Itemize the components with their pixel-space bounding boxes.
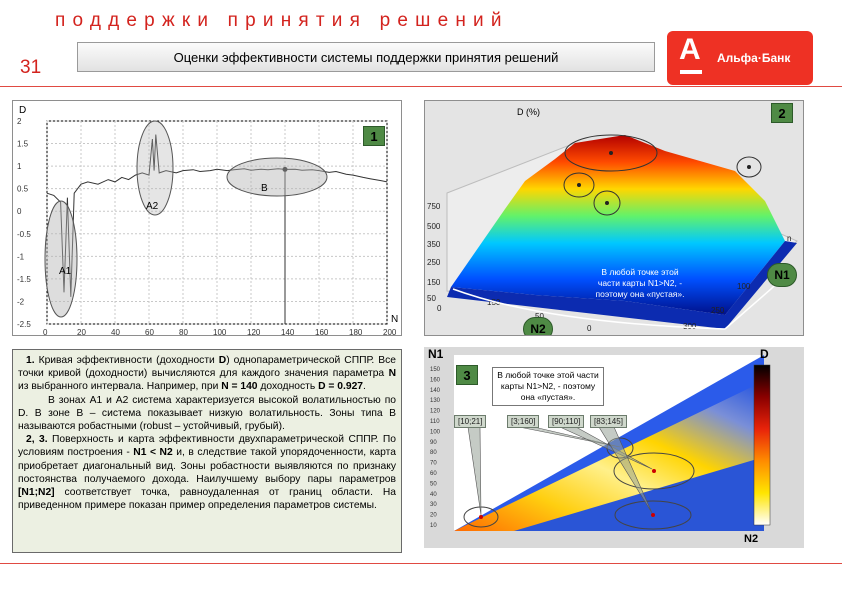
p1-text: . [363, 381, 366, 393]
slide-subtitle [77, 42, 655, 72]
z-tick: 50 [427, 294, 436, 303]
zone-b-ellipse [227, 158, 327, 196]
axis-tick-right: 250 [711, 306, 725, 315]
p1-d-value: D = 0.927 [318, 381, 364, 393]
y-tick-label: 0.5 [17, 184, 29, 194]
slide-subtitle-text: Оценки эффективности системы поддержки принятия решений [173, 49, 559, 65]
footer-divider [0, 563, 842, 564]
x-tick-label: 140 [281, 328, 295, 336]
panel-3-badge: 3 [456, 365, 478, 385]
p1-text: ) однопараметрической СППР. Все точки кривой (доходности) вычисляются для каждого значения параметра [18, 355, 396, 380]
y-tick-label: 1 [17, 162, 22, 172]
x-tick-label: 80 [179, 328, 188, 336]
p3-text: и, в следствие такой упорядоченности, карта приобретает диагональный вид. Зоны робастности выявляются по признаку постоянства получаемого дохода. Наилучшему выбору пары параметров [18, 447, 396, 485]
map-point-c [479, 515, 483, 519]
x-tick-label: 120 [247, 328, 261, 336]
description-panel [12, 349, 402, 553]
panel-2-n2-badge: N2 [523, 317, 553, 336]
x-tick-label: 20 [77, 328, 86, 336]
map-n2-label: N2 [744, 533, 759, 545]
coord-tag: [10;21] [454, 415, 486, 428]
efficiency-map [424, 347, 804, 548]
panel-3-heatmap [424, 347, 804, 548]
p1-d: D [218, 355, 227, 366]
z-tick: 250 [427, 258, 441, 267]
map-y-tick: 160 [430, 377, 441, 384]
p1-n: N [388, 368, 396, 380]
y-tick-label: -2.5 [17, 320, 31, 329]
panel-3-note: В любой точке этой части карты N1>N2, - поэтому она «пустая». [492, 367, 604, 406]
x-tick-label: 40 [111, 328, 120, 336]
map-y-tick: 130 [430, 398, 441, 405]
description-p1 [18, 354, 396, 394]
y-tick-label: 1.5 [17, 139, 29, 149]
z-tick: 150 [427, 278, 441, 287]
x-tick-label: 160 [315, 328, 329, 336]
p1-number: 1. [26, 355, 35, 366]
map-y-tick: 120 [430, 408, 441, 415]
z-tick: 750 [427, 202, 441, 211]
surface-zlabel: D (%) [517, 107, 540, 117]
y-tick-label: 0 [17, 207, 22, 217]
map-y-ticks [430, 367, 441, 529]
y-tick-label: -0.5 [17, 229, 31, 239]
p3-condition: N1 < N2 [133, 447, 173, 459]
p1-text: Кривая эффективности (доходности [34, 355, 219, 366]
coord-tag: [90;110] [548, 415, 584, 428]
y-tick-label: 2 [17, 117, 22, 126]
map-y-tick: 110 [430, 419, 440, 425]
peak-point-left [577, 183, 581, 187]
map-y-tick: 100 [430, 429, 441, 436]
y-tick-label: -1 [17, 252, 25, 262]
p1-n-value: N = 140 [221, 381, 258, 393]
peak-point-top [609, 151, 613, 155]
p3-text: Поверхность и карта эффективности двухпараметрической СППР. По условиям построения - [18, 434, 396, 459]
description-p3 [18, 433, 396, 512]
map-n1-label: N1 [428, 347, 444, 361]
header-divider [0, 86, 842, 87]
map-point-a [652, 469, 656, 473]
p1-text: из выбранного интервала. Например, при [18, 381, 222, 393]
p3-text: соответствует точка, равноудаленная от границ области. На приведенном примере показан пример определения параметров системы. [18, 487, 396, 512]
x-tick-label: 180 [349, 328, 363, 336]
map-y-tick: 50 [430, 481, 437, 488]
z-tick: 500 [427, 222, 441, 231]
panel-2-note: В любой точке этой части карты N1>N2, - поэтому она «пустая». [595, 267, 685, 299]
map-y-tick: 30 [430, 502, 437, 509]
map-y-tick: 70 [430, 460, 437, 467]
zone-a1-label: A1 [59, 266, 72, 277]
panel-1-chart [12, 100, 402, 336]
map-y-tick: 10 [430, 523, 437, 529]
map-point-b [651, 513, 655, 517]
panel-2-n1-badge: N1 [767, 263, 797, 287]
top-title: поддержки принятия решений [55, 10, 509, 31]
logo-text: Альфа·Банк [717, 51, 791, 65]
panel-2-surface [424, 100, 804, 336]
p3-number: 2, 3. [26, 434, 48, 446]
x-tick-label: 100 [213, 328, 227, 336]
chart-xlabel: N [391, 314, 399, 325]
x-tick-label: 200 [383, 328, 397, 336]
map-y-tick: 90 [430, 439, 437, 446]
alfa-bank-logo [667, 31, 813, 85]
axis-tick-right: n [787, 234, 792, 243]
colorbar [754, 365, 770, 525]
x-tick-label: 0 [43, 328, 48, 336]
coord-tag: [3;160] [507, 415, 539, 428]
x-tick-label: 60 [145, 328, 154, 336]
axis-tick-right: 100 [737, 282, 751, 291]
peak-point-right [747, 165, 751, 169]
description-p2: В зонах А1 и А2 система характеризуется высокой волатильностью по D. В зоне B – система показывает низкую волатильность. Зоны типа В называются робастными (robust – устойчивый, грубый). [18, 394, 396, 433]
p1-text: доходность [257, 381, 319, 393]
peak-point-mid [605, 201, 609, 205]
surface-z-ticks [427, 202, 442, 313]
axis-tick-right: 300 [683, 322, 697, 331]
logo-bar [680, 70, 702, 74]
map-y-tick: 150 [430, 367, 441, 373]
zone-a2-label: A2 [146, 201, 159, 212]
axis-tick-front: 0 [587, 324, 592, 333]
map-y-tick: 20 [430, 512, 437, 519]
axis-tick-front: 150 [487, 298, 501, 307]
y-tick-label: -1.5 [17, 274, 31, 284]
map-d-label: D [760, 347, 769, 361]
chart-ylabel: D [19, 105, 27, 116]
efficiency-curve-chart [13, 101, 402, 336]
map-y-tick: 140 [430, 387, 441, 394]
zone-a1-ellipse [45, 201, 77, 317]
map-y-tick: 40 [430, 491, 437, 498]
zone-b-label: B [261, 183, 268, 194]
z-tick: 0 [437, 304, 442, 313]
map-y-tick: 60 [430, 471, 437, 477]
p3-pair: [N1;N2] [18, 487, 55, 499]
y-tick-label: -2 [17, 297, 25, 307]
panel-1-badge: 1 [363, 126, 385, 146]
slide-number: 31 [20, 57, 42, 78]
map-y-tick: 80 [430, 450, 437, 457]
logo-letter: А [679, 33, 701, 66]
coord-tag: [83;145] [590, 415, 627, 428]
z-tick: 350 [427, 240, 441, 249]
alfa-logo-mark [679, 33, 713, 78]
panel-2-badge: 2 [771, 103, 793, 123]
